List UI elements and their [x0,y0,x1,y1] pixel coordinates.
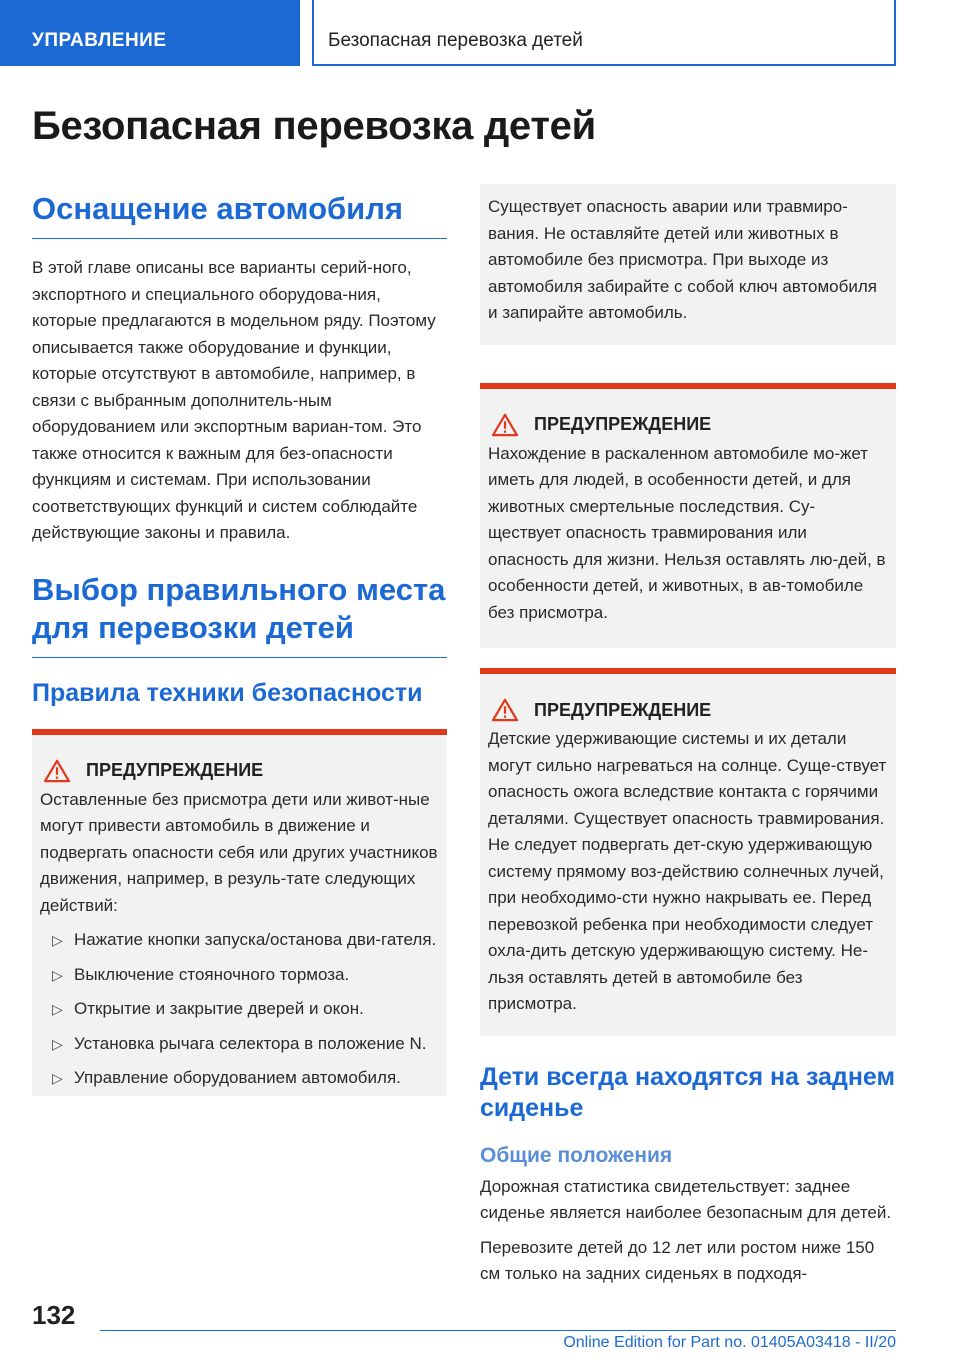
bullet-item: ▷ Открытие и закрытие дверей и окон. [40,996,439,1023]
warning-header [488,413,888,437]
header-section-tab: УПРАВЛЕНИЕ [0,0,300,66]
bullet-item: ▷ Нажатие кнопки запуска/останова дви-гателя. [40,927,439,954]
warning-continuation-box [480,184,896,345]
warning-box-unattended [32,729,447,1096]
warning-triangle-icon [490,698,520,722]
warning-box-hot-seat [480,668,896,1036]
bullet-triangle-icon: ▷ [52,932,63,948]
header-chapter-title: Безопасная перевозка детей [312,0,896,66]
heading-rear-seat: Дети всегда находятся на заднем сиденье [480,1062,896,1122]
warning-text: Нахождение в раскаленном автомобиле мо-жет иметь для людей, в особенности детей, и для животных смертельные последствия. Су-ществует опасность травмирования или опасность для жизни. Нельзя оставлять лю-дей, в особенности детей, и животных, в ав-томобиле без присмотра. [488,443,886,622]
paragraph-statistics: Дорожная статистика свидетельствует: заднее сиденье является наиболее безопасным для детей. [480,1176,892,1222]
bullet-triangle-icon: ▷ [52,966,63,983]
warning-header [40,759,439,783]
warning-triangle-icon [42,759,72,783]
right-column [480,184,896,1288]
warning-continuation-text: Существует опасность аварии или травмиро-вания. Не оставляйте детей или животных в автомобиле без присмотра. При выходе из автомобиля забирайте с собой ключ автомобиля и запирайте автомобиль. [488,197,877,322]
paragraph-transport: Перевозите детей до 12 лет или ростом ниже 150 см только на задних сиденьях в подходя- [480,1237,875,1283]
bullet-triangle-icon: ▷ [52,1070,63,1086]
footer-divider [100,1330,896,1331]
warning-header [488,698,888,722]
heading-general: Общие положения [480,1143,673,1167]
warning-label: ПРЕДУПРЕЖДЕНИЕ [534,699,712,720]
bullet-triangle-icon: ▷ [52,1035,63,1052]
page-number: 132 [32,1300,76,1330]
footer-edition: Online Edition for Part no. 01405A03418 - II/20 [563,1334,896,1351]
bullet-item: ▷ Установка рычага селектора в положение N. [40,1031,439,1058]
warning-label: ПРЕДУПРЕЖДЕНИЕ [534,414,712,434]
left-column [32,190,447,1096]
paragraph-equipment: В этой главе описаны все варианты серий-ного, экспортного и специального оборудова-ния, которые предлагаются в модельном ряду. Поэтому описывается также оборудование и функции, которые отсутствуют в автомобиле, например, в связи с выбранным дополнитель-ным оборудованием или экспортным вариан-том. Это также относится к важным для без-опасности функциям и системам. При использовании соответствующих функций и систем соблюдайте действующие законы и правила. [32,258,436,542]
warning-bullet-list [40,927,439,1092]
heading-choose-place: Выбор правильного места для перевозки детей [32,571,447,658]
bullet-item: ▷ Выключение стояночного тормоза. [40,962,439,989]
bullet-triangle-icon: ▷ [52,1001,63,1017]
warning-text: Детские удерживающие системы и их детали могут сильно нагреваться на солнце. Суще-ствует опасность ожога вследствие контакта с горячими деталями. Существует опасность травмирования. Не следует подвергать дет-скую удерживающую систему прямому воз-действию солнечных лучей, при необходимо-сти нужно накрывать ее. Перед перевозкой ребенка при необходимости следует охла-дить детскую удерживающую систему. Не-льзя оставлять детей в автомобиле без присмотра. [488,729,887,1013]
warning-box-hot-car [480,383,896,649]
heading-safety-rules: Правила техники безопасности [32,678,423,707]
warning-label: ПРЕДУПРЕЖДЕНИЕ [86,760,264,780]
warning-triangle-icon [490,413,520,437]
warning-text: Оставленные без присмотра дети или живот-ные могут привести автомобиль в движение и подвергать опасности себя или других участников движения, например, в резуль-тате следующих действий: [40,789,438,915]
heading-equipment: Оснащение автомобиля [32,190,447,239]
bullet-item: ▷ Управление оборудованием автомобиля. [40,1065,439,1092]
page-title: Безопасная перевозка детей [32,104,596,148]
